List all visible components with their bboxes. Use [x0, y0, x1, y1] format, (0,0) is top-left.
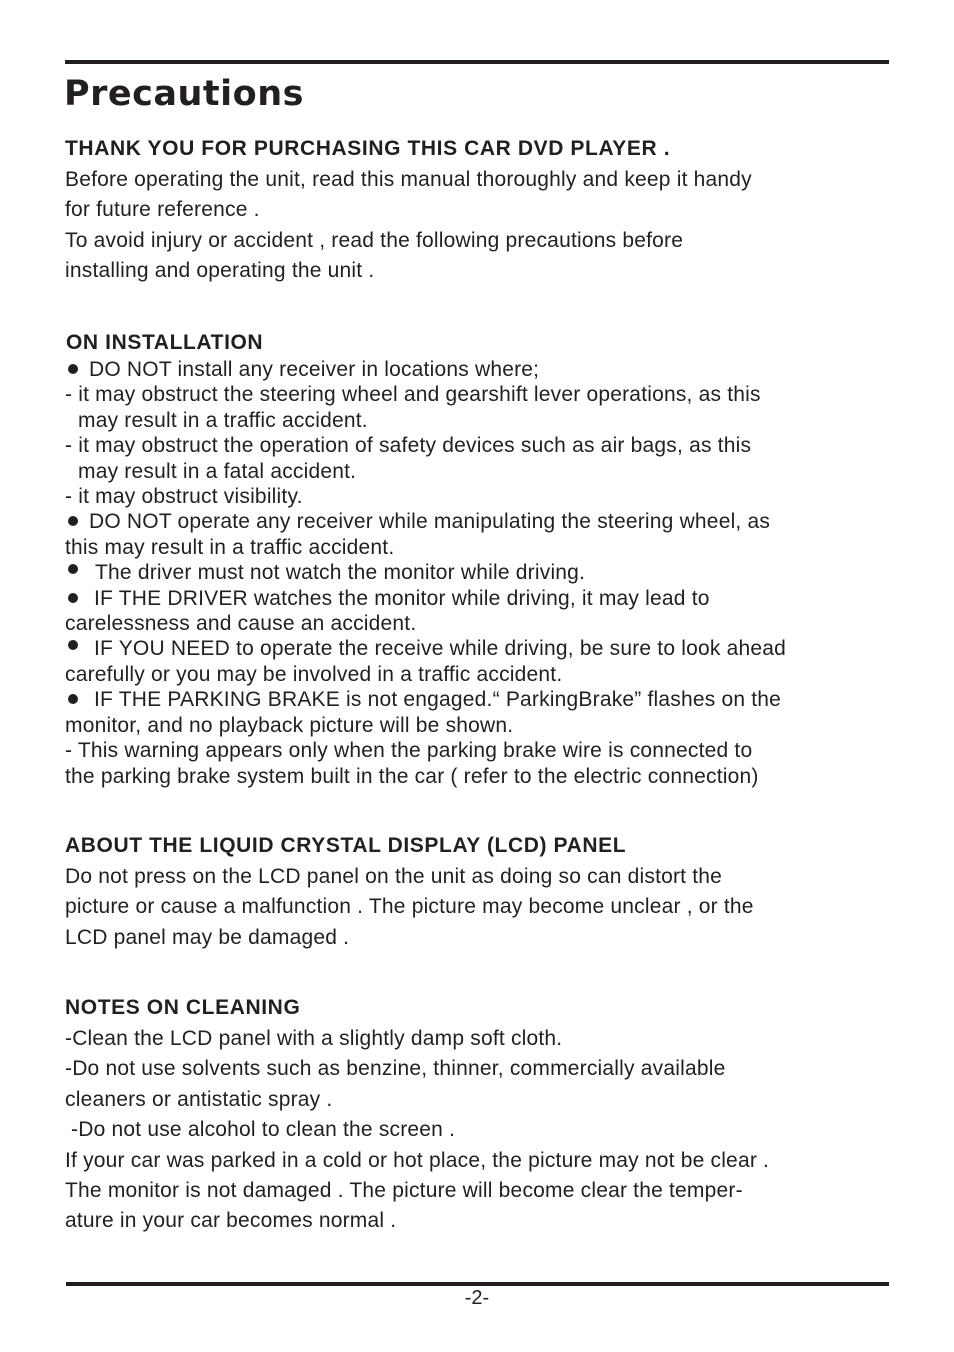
lcd-line: LCD panel may be damaged . — [65, 925, 350, 949]
intro-section — [65, 134, 895, 287]
installation-bullet — [65, 357, 895, 382]
cleaning-heading: NOTES ON CLEANING — [65, 996, 301, 1019]
cleaning-line: ature in your car becomes normal . — [65, 1209, 397, 1233]
lcd-section — [65, 831, 895, 953]
intro-line: installing and operating the unit . — [65, 259, 375, 283]
installation-line: IF YOU NEED to operate the receive while driving, be sure to look ahead — [94, 637, 787, 661]
installation-line: IF THE PARKING BRAKE is not engaged.“ ParkingBrake” flashes on the — [94, 688, 782, 712]
installation-line: - it may obstruct the operation of safety devices such as air bags, as this — [65, 434, 752, 458]
installation-line: DO NOT install any receiver in locations where; — [89, 358, 540, 381]
intro-line: Before operating the unit, read this manual thoroughly and keep it handy — [65, 168, 752, 191]
bullet-icon — [68, 593, 78, 603]
installation-text — [65, 357, 895, 789]
cleaning-line: -Do not use solvents such as benzine, thinner, commercially available — [65, 1057, 726, 1081]
installation-line: - it may obstruct visibility. — [65, 485, 303, 509]
bottom-rule — [66, 1282, 889, 1286]
installation-line: may result in a traffic accident. — [78, 408, 368, 432]
cleaning-section — [65, 993, 895, 1237]
installation-line: this may result in a traffic accident. — [65, 535, 395, 559]
installation-line: DO NOT operate any receiver while manipulating the steering wheel, as — [89, 510, 771, 534]
installation-bullet — [65, 586, 895, 611]
installation-bullet — [65, 687, 895, 712]
bullet-icon — [68, 516, 78, 526]
intro-text — [65, 165, 895, 287]
intro-line: for future reference . — [65, 198, 260, 222]
installation-line: carelessness and cause an accident. — [65, 612, 417, 636]
installation-line: may result in a fatal accident. — [78, 459, 357, 483]
bullet-icon — [68, 364, 78, 374]
installation-line: IF THE DRIVER watches the monitor while driving, it may lead to — [94, 586, 710, 610]
bullet-icon — [68, 640, 78, 650]
installation-section — [66, 328, 896, 358]
installation-line: The driver must not watch the monitor while driving. — [95, 561, 586, 585]
cleaning-text — [65, 1024, 895, 1237]
bullet-icon — [68, 694, 78, 704]
lcd-line: picture or cause a malfunction . The picture may become unclear , or the — [65, 895, 754, 919]
top-rule — [65, 60, 889, 64]
cleaning-line: -Do not use alcohol to clean the screen . — [65, 1118, 456, 1142]
installation-bullet — [65, 636, 895, 661]
bullet-icon — [68, 564, 78, 574]
installation-bullet — [65, 560, 895, 585]
lcd-line: Do not press on the LCD panel on the unit as doing so can distort the — [65, 865, 723, 888]
cleaning-line: If your car was parked in a cold or hot place, the picture may not be clear . — [65, 1148, 770, 1172]
intro-line: To avoid injury or accident , read the following precautions before — [65, 228, 684, 252]
installation-line: the parking brake system built in the car ( refer to the electric connection) — [65, 764, 759, 788]
lcd-text — [65, 862, 895, 953]
page-number: -2- — [464, 1287, 490, 1309]
installation-line: carefully or you may be involved in a traffic accident. — [65, 662, 563, 686]
lcd-heading: ABOUT THE LIQUID CRYSTAL DISPLAY (LCD) PANEL — [65, 834, 627, 857]
installation-line: - it may obstruct the steering wheel and gearshift lever operations, as this — [65, 383, 761, 407]
cleaning-line: cleaners or antistatic spray . — [65, 1087, 333, 1111]
installation-line: monitor, and no playback picture will be shown. — [65, 713, 514, 737]
installation-line: - This warning appears only when the parking brake wire is connected to — [65, 739, 753, 763]
intro-heading: THANK YOU FOR PURCHASING THIS CAR DVD PLAYER . — [65, 137, 671, 160]
installation-heading: ON INSTALLATION — [66, 331, 264, 354]
installation-bullet — [65, 509, 895, 534]
page-title: Precautions — [64, 74, 304, 114]
cleaning-line: The monitor is not damaged . The picture will become clear the temper- — [65, 1179, 743, 1203]
cleaning-line: -Clean the LCD panel with a slightly damp soft cloth. — [65, 1027, 563, 1050]
